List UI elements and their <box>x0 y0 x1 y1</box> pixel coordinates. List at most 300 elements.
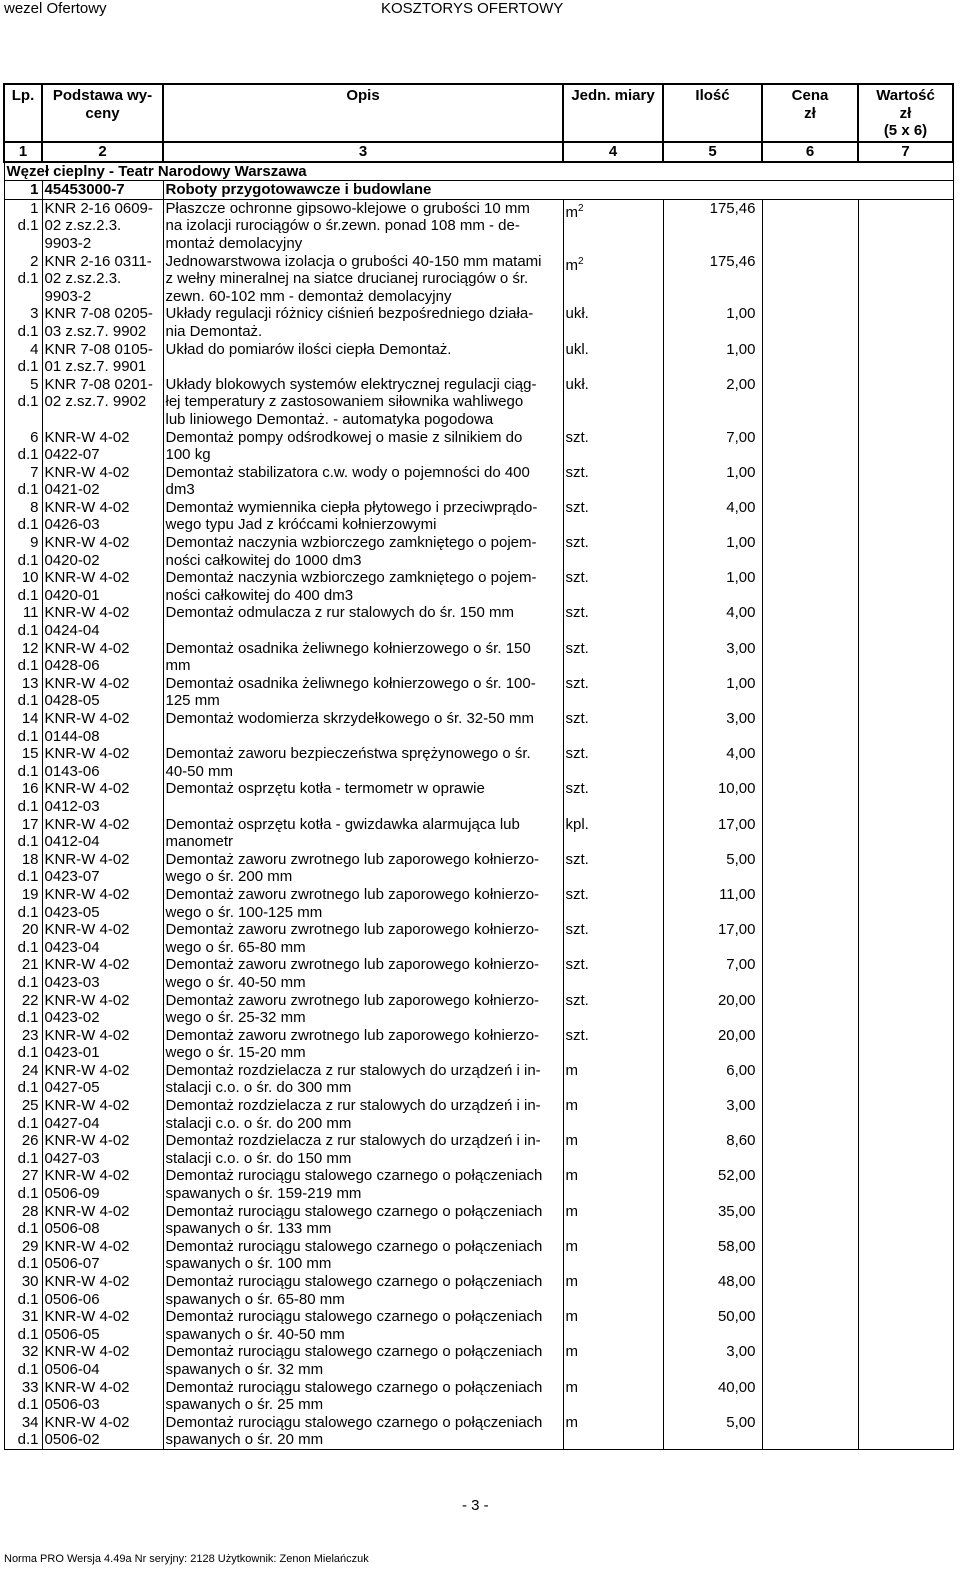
item-unit <box>563 780 663 815</box>
item-number: 14 d.1 <box>4 710 42 745</box>
table-row <box>4 604 953 639</box>
table-row <box>4 1343 953 1378</box>
item-price <box>762 305 858 340</box>
item-unit <box>563 1343 663 1378</box>
item-description: Demontaż rurociągu stalowego czarnego o połączeniach spawanych o śr. 32 mm <box>163 1343 563 1378</box>
item-price <box>762 253 858 306</box>
item-number: 32 d.1 <box>4 1343 42 1378</box>
unit-label: szt. <box>565 710 589 727</box>
item-number: 31 d.1 <box>4 1308 42 1343</box>
item-price <box>762 640 858 675</box>
column-number: 4 <box>563 142 663 162</box>
item-value <box>858 604 953 639</box>
item-description: Demontaż naczynia wzbiorczego zamkniętego o pojem- ności całkowitej do 1000 dm3 <box>163 534 563 569</box>
item-basis: KNR-W 4-02 0423-02 <box>42 992 163 1027</box>
table-row <box>4 921 953 956</box>
item-price <box>762 1167 858 1202</box>
item-value <box>858 1132 953 1167</box>
item-value <box>858 1238 953 1273</box>
column-header-quantity: Ilość <box>663 84 762 142</box>
item-quantity: 4,00 <box>663 499 762 534</box>
table-row <box>4 780 953 815</box>
table-row <box>4 376 953 429</box>
column-header-unit: Jedn. miary <box>563 84 663 142</box>
table-row <box>4 1203 953 1238</box>
document-name: wezel Ofertowy <box>4 0 107 17</box>
item-unit <box>563 341 663 376</box>
item-value <box>858 780 953 815</box>
item-number: 9 d.1 <box>4 534 42 569</box>
item-price <box>762 1097 858 1132</box>
unit-label: szt. <box>565 534 589 552</box>
item-basis: KNR-W 4-02 0506-03 <box>42 1379 163 1414</box>
item-number: 5 d.1 <box>4 376 42 429</box>
item-description: Demontaż rozdzielacza z rur stalowych do urządzeń i in- stalacji c.o. o śr. do 150 mm <box>163 1132 563 1167</box>
item-unit <box>563 710 663 745</box>
table-row <box>4 1167 953 1202</box>
item-description: Demontaż rurociągu stalowego czarnego o połączeniach spawanych o śr. 159-219 mm <box>163 1167 563 1202</box>
item-quantity: 7,00 <box>663 429 762 464</box>
table-row <box>4 1379 953 1414</box>
item-description: Demontaż rurociągu stalowego czarnego o połączeniach spawanych o śr. 20 mm <box>163 1414 563 1450</box>
document-title: KOSZTORYS OFERTOWY <box>381 0 564 17</box>
item-basis: KNR-W 4-02 0428-06 <box>42 640 163 675</box>
item-value <box>858 499 953 534</box>
item-description: Demontaż naczynia wzbiorczego zamkniętego o pojem- ności całkowitej do 400 dm3 <box>163 569 563 604</box>
item-price <box>762 499 858 534</box>
item-number: 4 d.1 <box>4 341 42 376</box>
column-header-lp: Lp. <box>4 84 42 142</box>
item-price <box>762 921 858 956</box>
item-value <box>858 1027 953 1062</box>
table-row <box>4 675 953 710</box>
item-value <box>858 710 953 745</box>
item-quantity: 17,00 <box>663 816 762 851</box>
column-number: 1 <box>4 142 42 162</box>
item-quantity: 7,00 <box>663 956 762 991</box>
item-value <box>858 1414 953 1450</box>
item-quantity: 58,00 <box>663 1238 762 1273</box>
item-basis: KNR-W 4-02 0506-09 <box>42 1167 163 1202</box>
item-quantity: 1,00 <box>663 305 762 340</box>
item-description: Demontaż wodomierza skrzydełkowego o śr. 32-50 mm <box>163 710 563 745</box>
item-description: Demontaż rurociągu stalowego czarnego o połączeniach spawanych o śr. 133 mm <box>163 1203 563 1238</box>
item-basis: KNR-W 4-02 0423-07 <box>42 851 163 886</box>
item-quantity: 175,46 <box>663 253 762 306</box>
item-basis: KNR 2-16 0609- 02 z.sz.2.3. 9903-2 <box>42 199 163 252</box>
item-unit <box>563 429 663 464</box>
item-price <box>762 1414 858 1450</box>
item-description: Demontaż zaworu bezpieczeństwa sprężynowego o śr. 40-50 mm <box>163 745 563 780</box>
item-price <box>762 199 858 252</box>
item-unit <box>563 851 663 886</box>
item-quantity: 6,00 <box>663 1062 762 1097</box>
item-description: Demontaż osadnika żeliwnego kołnierzowego o śr. 150 mm <box>163 640 563 675</box>
item-quantity: 10,00 <box>663 780 762 815</box>
column-number: 5 <box>663 142 762 162</box>
chapter-number: 1 <box>4 181 42 200</box>
item-quantity: 8,60 <box>663 1132 762 1167</box>
item-quantity: 2,00 <box>663 376 762 429</box>
item-number: 12 d.1 <box>4 640 42 675</box>
item-quantity: 20,00 <box>663 1027 762 1062</box>
item-basis: KNR-W 4-02 0423-01 <box>42 1027 163 1062</box>
item-basis: KNR-W 4-02 0506-06 <box>42 1273 163 1308</box>
unit-label: m <box>565 203 578 221</box>
item-unit <box>563 376 663 429</box>
item-quantity: 1,00 <box>663 569 762 604</box>
item-number: 29 d.1 <box>4 1238 42 1273</box>
table-row <box>4 745 953 780</box>
item-unit <box>563 305 663 340</box>
unit-label: m <box>565 1097 578 1115</box>
item-description: Demontaż rozdzielacza z rur stalowych do urządzeń i in- stalacji c.o. o śr. do 300 mm <box>163 1062 563 1097</box>
item-number: 22 d.1 <box>4 992 42 1027</box>
item-description: Demontaż rurociągu stalowego czarnego o połączeniach spawanych o śr. 100 mm <box>163 1238 563 1273</box>
item-quantity: 52,00 <box>663 1167 762 1202</box>
item-quantity: 5,00 <box>663 1414 762 1450</box>
unit-label: szt. <box>565 921 589 939</box>
item-basis: KNR 7-08 0201- 02 z.sz.7. 9902 <box>42 376 163 429</box>
item-description: Demontaż zaworu zwrotnego lub zaporowego kołnierzo- wego o śr. 100-125 mm <box>163 886 563 921</box>
unit-exponent: 2 <box>578 255 584 267</box>
item-value <box>858 464 953 499</box>
item-description: Demontaż stabilizatora c.w. wody o pojemności do 400 dm3 <box>163 464 563 499</box>
section-title: Węzeł cieplny - Teatr Narodowy Warszawa <box>4 162 953 181</box>
item-unit <box>563 745 663 780</box>
item-basis: KNR-W 4-02 0412-03 <box>42 780 163 815</box>
item-description: Demontaż zaworu zwrotnego lub zaporowego kołnierzo- wego o śr. 40-50 mm <box>163 956 563 991</box>
column-number: 7 <box>858 142 953 162</box>
item-price <box>762 1273 858 1308</box>
item-basis: KNR-W 4-02 0420-01 <box>42 569 163 604</box>
unit-label: m <box>565 1132 578 1150</box>
item-basis: KNR-W 4-02 0144-08 <box>42 710 163 745</box>
item-value <box>858 305 953 340</box>
item-price <box>762 1379 858 1414</box>
item-quantity: 35,00 <box>663 1203 762 1238</box>
item-basis: KNR-W 4-02 0423-04 <box>42 921 163 956</box>
item-basis: KNR 7-08 0105- 01 z.sz.7. 9901 <box>42 341 163 376</box>
item-price <box>762 1027 858 1062</box>
item-value <box>858 956 953 991</box>
item-description: Demontaż zaworu zwrotnego lub zaporowego kołnierzo- wego o śr. 25-32 mm <box>163 992 563 1027</box>
chapter-row <box>4 181 953 200</box>
item-description: Demontaż odmulacza z rur stalowych do śr. 150 mm <box>163 604 563 639</box>
item-description: Demontaż osprzętu kotła - termometr w oprawie <box>163 780 563 815</box>
item-unit <box>563 956 663 991</box>
unit-exponent: 2 <box>578 202 584 214</box>
item-number: 33 d.1 <box>4 1379 42 1414</box>
item-description: Demontaż pompy odśrodkowej o masie z silnikiem do 100 kg <box>163 429 563 464</box>
unit-label: ukł. <box>565 305 589 323</box>
item-basis: KNR-W 4-02 0427-04 <box>42 1097 163 1132</box>
item-value <box>858 1308 953 1343</box>
table-row <box>4 956 953 991</box>
item-number: 26 d.1 <box>4 1132 42 1167</box>
item-quantity: 1,00 <box>663 675 762 710</box>
item-unit <box>563 569 663 604</box>
item-price <box>762 1203 858 1238</box>
item-basis: KNR-W 4-02 0412-04 <box>42 816 163 851</box>
item-price <box>762 569 858 604</box>
item-unit <box>563 1308 663 1343</box>
unit-label: szt. <box>565 498 589 516</box>
item-price <box>762 745 858 780</box>
item-price <box>762 464 858 499</box>
item-value <box>858 534 953 569</box>
item-description: Demontaż rozdzielacza z rur stalowych do urządzeń i in- stalacji c.o. o śr. do 200 mm <box>163 1097 563 1132</box>
table-row <box>4 1238 953 1273</box>
item-basis: KNR-W 4-02 0426-03 <box>42 499 163 534</box>
column-number: 2 <box>42 142 163 162</box>
software-footer: Norma PRO Wersja 4.49a Nr seryjny: 2128 Użytkownik: Zenon Mielańczuk <box>4 1553 369 1565</box>
unit-label: szt. <box>565 780 589 798</box>
item-number: 27 d.1 <box>4 1167 42 1202</box>
item-value <box>858 745 953 780</box>
section-row <box>4 162 953 181</box>
item-quantity: 3,00 <box>663 1097 762 1132</box>
cost-estimate-table <box>3 83 954 1450</box>
table-row <box>4 710 953 745</box>
item-unit <box>563 1203 663 1238</box>
item-basis: KNR-W 4-02 0143-06 <box>42 745 163 780</box>
item-price <box>762 534 858 569</box>
table-row <box>4 851 953 886</box>
item-unit <box>563 199 663 252</box>
item-number: 18 d.1 <box>4 851 42 886</box>
table-row <box>4 1273 953 1308</box>
item-value <box>858 1203 953 1238</box>
item-description: Demontaż osprzętu kotła - gwizdawka alarmująca lub manometr <box>163 816 563 851</box>
item-value <box>858 640 953 675</box>
item-number: 7 d.1 <box>4 464 42 499</box>
unit-label: ukl. <box>565 340 589 358</box>
item-price <box>762 816 858 851</box>
table-header-row <box>4 84 953 142</box>
item-value <box>858 429 953 464</box>
item-description: Układy regulacji różnicy ciśnień bezpośredniego działa- nia Demontaż. <box>163 305 563 340</box>
item-unit <box>563 604 663 639</box>
unit-label: m <box>565 1061 578 1079</box>
item-value <box>858 1343 953 1378</box>
item-number: 1 d.1 <box>4 199 42 252</box>
table-row <box>4 1308 953 1343</box>
item-value <box>858 199 953 252</box>
item-unit <box>563 1062 663 1097</box>
table-row <box>4 534 953 569</box>
table-row <box>4 499 953 534</box>
item-basis: KNR-W 4-02 0420-02 <box>42 534 163 569</box>
unit-label: m <box>565 1343 578 1361</box>
item-value <box>858 921 953 956</box>
item-number: 28 d.1 <box>4 1203 42 1238</box>
item-price <box>762 956 858 991</box>
unit-label: m <box>565 256 578 274</box>
item-price <box>762 710 858 745</box>
unit-label: m <box>565 1237 578 1255</box>
item-basis: KNR-W 4-02 0506-07 <box>42 1238 163 1273</box>
item-value <box>858 376 953 429</box>
table-row <box>4 341 953 376</box>
item-number: 30 d.1 <box>4 1273 42 1308</box>
table-row <box>4 992 953 1027</box>
item-basis: KNR-W 4-02 0423-05 <box>42 886 163 921</box>
item-description: Demontaż rurociągu stalowego czarnego o połączeniach spawanych o śr. 40-50 mm <box>163 1308 563 1343</box>
item-value <box>858 1167 953 1202</box>
unit-label: m <box>565 1413 578 1431</box>
item-unit <box>563 816 663 851</box>
unit-label: szt. <box>565 1026 589 1044</box>
item-basis: KNR-W 4-02 0427-03 <box>42 1132 163 1167</box>
item-number: 8 d.1 <box>4 499 42 534</box>
table-row <box>4 253 953 306</box>
table-row <box>4 1132 953 1167</box>
item-basis: KNR-W 4-02 0506-08 <box>42 1203 163 1238</box>
item-quantity: 17,00 <box>663 921 762 956</box>
item-price <box>762 1343 858 1378</box>
item-price <box>762 604 858 639</box>
item-quantity: 5,00 <box>663 851 762 886</box>
item-value <box>858 1097 953 1132</box>
unit-label: szt. <box>565 885 589 903</box>
item-quantity: 175,46 <box>663 199 762 252</box>
column-header-base: Podstawa wy- ceny <box>42 84 163 142</box>
item-price <box>762 675 858 710</box>
item-description: Układ do pomiarów ilości ciepła Demontaż. <box>163 341 563 376</box>
item-description: Demontaż zaworu zwrotnego lub zaporowego kołnierzo- wego o śr. 15-20 mm <box>163 1027 563 1062</box>
item-quantity: 1,00 <box>663 534 762 569</box>
unit-label: szt. <box>565 463 589 481</box>
table-row <box>4 199 953 252</box>
item-price <box>762 1062 858 1097</box>
item-price <box>762 780 858 815</box>
item-description: Jednowarstwowa izolacja o grubości 40-150 mm matami z wełny mineralnej na siatce drucianej rurociągów o śr. zewn. 60-102 mm - demontaż demolacyjny <box>163 253 563 306</box>
item-value <box>858 851 953 886</box>
item-quantity: 1,00 <box>663 464 762 499</box>
item-value <box>858 886 953 921</box>
unit-label: szt. <box>565 674 589 692</box>
unit-label: szt. <box>565 991 589 1009</box>
item-basis: KNR-W 4-02 0423-03 <box>42 956 163 991</box>
item-unit <box>563 1097 663 1132</box>
item-number: 19 d.1 <box>4 886 42 921</box>
item-value <box>858 1062 953 1097</box>
item-unit <box>563 534 663 569</box>
item-unit <box>563 499 663 534</box>
item-value <box>858 341 953 376</box>
item-value <box>858 1273 953 1308</box>
unit-label: m <box>565 1167 578 1185</box>
item-basis: KNR-W 4-02 0506-04 <box>42 1343 163 1378</box>
item-unit <box>563 1414 663 1450</box>
item-unit <box>563 640 663 675</box>
item-unit <box>563 253 663 306</box>
column-header-description: Opis <box>163 84 563 142</box>
item-basis: KNR-W 4-02 0428-05 <box>42 675 163 710</box>
item-unit <box>563 1273 663 1308</box>
item-price <box>762 1238 858 1273</box>
table-row <box>4 464 953 499</box>
unit-label: szt. <box>565 569 589 587</box>
item-description: Układy blokowych systemów elektrycznej regulacji ciąg- łej temperatury z zastosowaniem siłownika wahliwego lub liniowego Demontaż. - automatyka pogodowa <box>163 376 563 429</box>
item-number: 16 d.1 <box>4 780 42 815</box>
item-description: Płaszcze ochronne gipsowo-klejowe o grubości 10 mm na izolacji rurociągów o śr.zewn. ponad 108 mm - de- montaż demolacyjny <box>163 199 563 252</box>
item-number: 11 d.1 <box>4 604 42 639</box>
item-price <box>762 341 858 376</box>
item-quantity: 4,00 <box>663 604 762 639</box>
item-quantity: 4,00 <box>663 745 762 780</box>
item-number: 23 d.1 <box>4 1027 42 1062</box>
unit-label: szt. <box>565 428 589 446</box>
item-value <box>858 992 953 1027</box>
item-number: 13 d.1 <box>4 675 42 710</box>
unit-label: szt. <box>565 956 589 974</box>
column-number: 3 <box>163 142 563 162</box>
unit-label: ukł. <box>565 375 589 393</box>
item-unit <box>563 921 663 956</box>
unit-label: szt. <box>565 745 589 763</box>
table-row <box>4 1062 953 1097</box>
item-price <box>762 376 858 429</box>
item-unit <box>563 675 663 710</box>
item-number: 3 d.1 <box>4 305 42 340</box>
unit-label: szt. <box>565 639 589 657</box>
item-quantity: 48,00 <box>663 1273 762 1308</box>
item-value <box>858 816 953 851</box>
item-description: Demontaż wymiennika ciepła płytowego i przeciwprądo- wego typu Jad z króćcami kołnierzowymi <box>163 499 563 534</box>
unit-label: m <box>565 1202 578 1220</box>
item-number: 34 d.1 <box>4 1414 42 1450</box>
chapter-name: Roboty przygotowawcze i budowlane <box>163 181 953 200</box>
item-unit <box>563 1132 663 1167</box>
item-value <box>858 675 953 710</box>
item-number: 20 d.1 <box>4 921 42 956</box>
table-row <box>4 305 953 340</box>
item-price <box>762 992 858 1027</box>
page-number: - 3 - <box>462 1497 489 1514</box>
column-number-row <box>4 142 953 162</box>
item-price <box>762 851 858 886</box>
item-basis: KNR-W 4-02 0424-04 <box>42 604 163 639</box>
item-quantity: 3,00 <box>663 640 762 675</box>
item-basis: KNR-W 4-02 0506-02 <box>42 1414 163 1450</box>
table-row <box>4 1414 953 1450</box>
item-quantity: 40,00 <box>663 1379 762 1414</box>
column-header-price: Cena zł <box>762 84 858 142</box>
unit-label: szt. <box>565 604 589 622</box>
item-description: Demontaż rurociągu stalowego czarnego o połączeniach spawanych o śr. 25 mm <box>163 1379 563 1414</box>
item-unit <box>563 1379 663 1414</box>
item-price <box>762 1132 858 1167</box>
chapter-code: 45453000-7 <box>42 181 163 200</box>
item-unit <box>563 886 663 921</box>
item-number: 2 d.1 <box>4 253 42 306</box>
item-number: 6 d.1 <box>4 429 42 464</box>
column-number: 6 <box>762 142 858 162</box>
item-basis: KNR-W 4-02 0421-02 <box>42 464 163 499</box>
item-basis: KNR-W 4-02 0506-05 <box>42 1308 163 1343</box>
item-unit <box>563 1027 663 1062</box>
unit-label: m <box>565 1378 578 1396</box>
item-basis: KNR 7-08 0205- 03 z.sz.7. 9902 <box>42 305 163 340</box>
table-row <box>4 1027 953 1062</box>
item-value <box>858 569 953 604</box>
item-quantity: 1,00 <box>663 341 762 376</box>
table-row <box>4 640 953 675</box>
unit-label: kpl. <box>565 815 589 833</box>
item-number: 15 d.1 <box>4 745 42 780</box>
